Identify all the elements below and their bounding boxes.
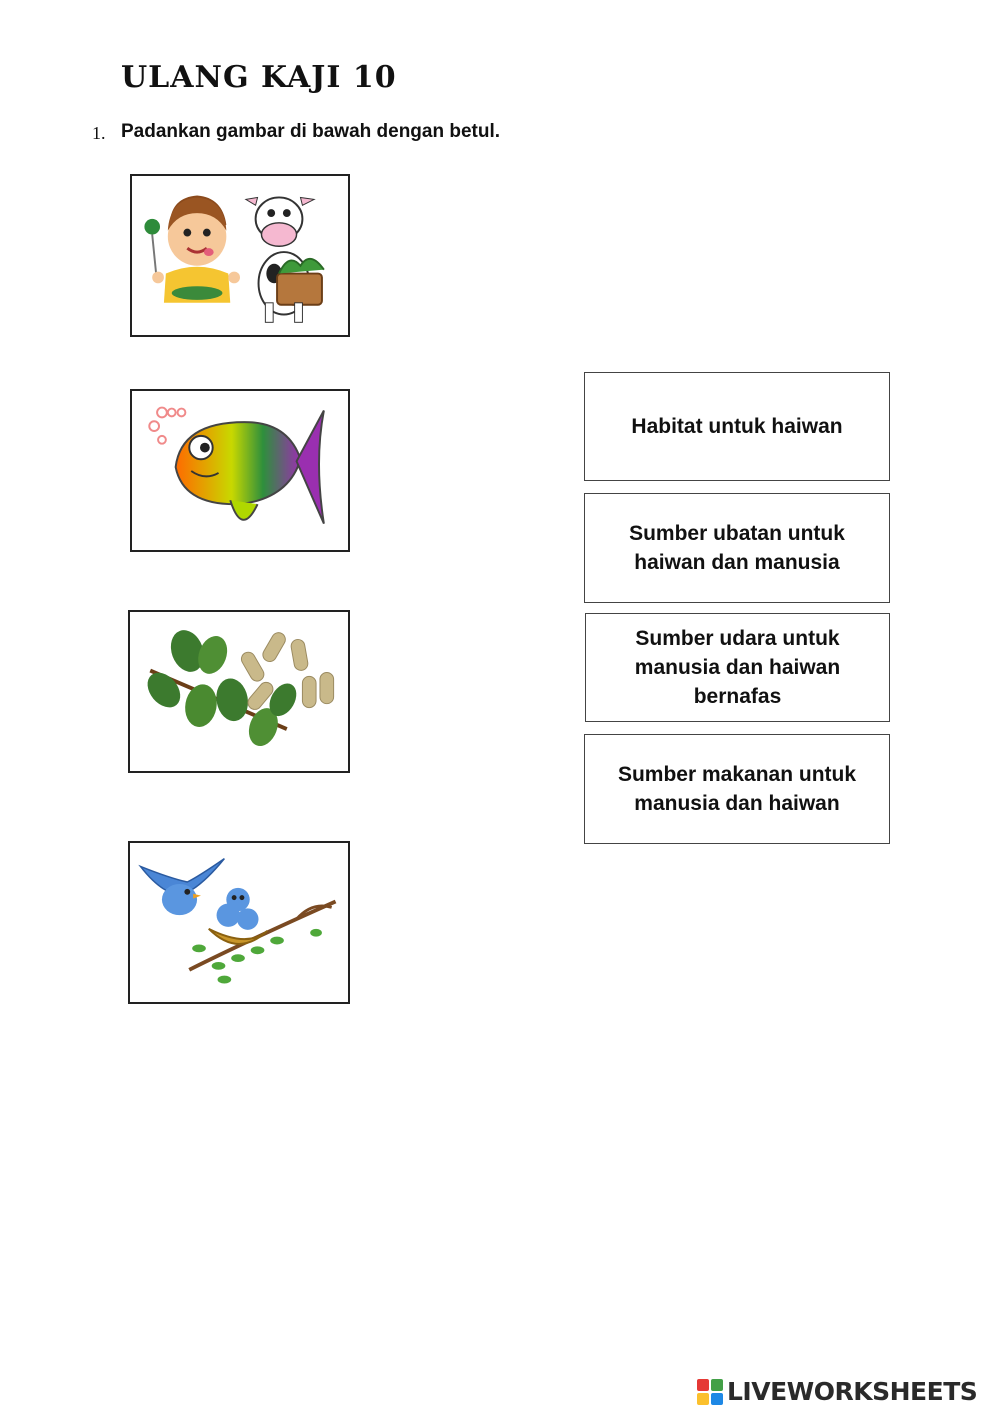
logo-square-green xyxy=(711,1379,723,1391)
rainbow-fish-icon xyxy=(132,391,348,550)
answer-box-air[interactable]: Sumber udara untuk manusia dan haiwan bernafas xyxy=(585,613,890,722)
picture-card-food[interactable] xyxy=(130,174,350,337)
answer-box-food[interactable]: Sumber makanan untuk manusia dan haiwan xyxy=(584,734,890,844)
logo-mark-icon xyxy=(697,1379,723,1405)
logo-square-yellow xyxy=(697,1393,709,1405)
worksheet-title: ULANG KAJI 10 xyxy=(121,60,397,95)
birds-nest-icon xyxy=(130,843,348,1002)
question-number: 1. xyxy=(92,123,106,143)
picture-card-medicine[interactable] xyxy=(128,610,350,773)
picture-card-habitat[interactable] xyxy=(128,841,350,1004)
logo-square-red xyxy=(697,1379,709,1391)
question-text: Padankan gambar di bawah dengan betul. xyxy=(121,121,501,142)
boy-and-cow-eating-icon xyxy=(132,176,348,335)
picture-card-fish[interactable] xyxy=(130,389,350,552)
liveworksheets-logo xyxy=(697,1377,977,1406)
answer-box-medicine[interactable]: Sumber ubatan untuk haiwan dan manusia xyxy=(584,493,890,603)
answer-box-habitat[interactable]: Habitat untuk haiwan xyxy=(584,372,890,481)
logo-square-blue xyxy=(711,1393,723,1405)
logo-text: LIVEWORKSHEETS xyxy=(727,1377,978,1406)
leaves-and-capsules-icon xyxy=(130,612,348,771)
